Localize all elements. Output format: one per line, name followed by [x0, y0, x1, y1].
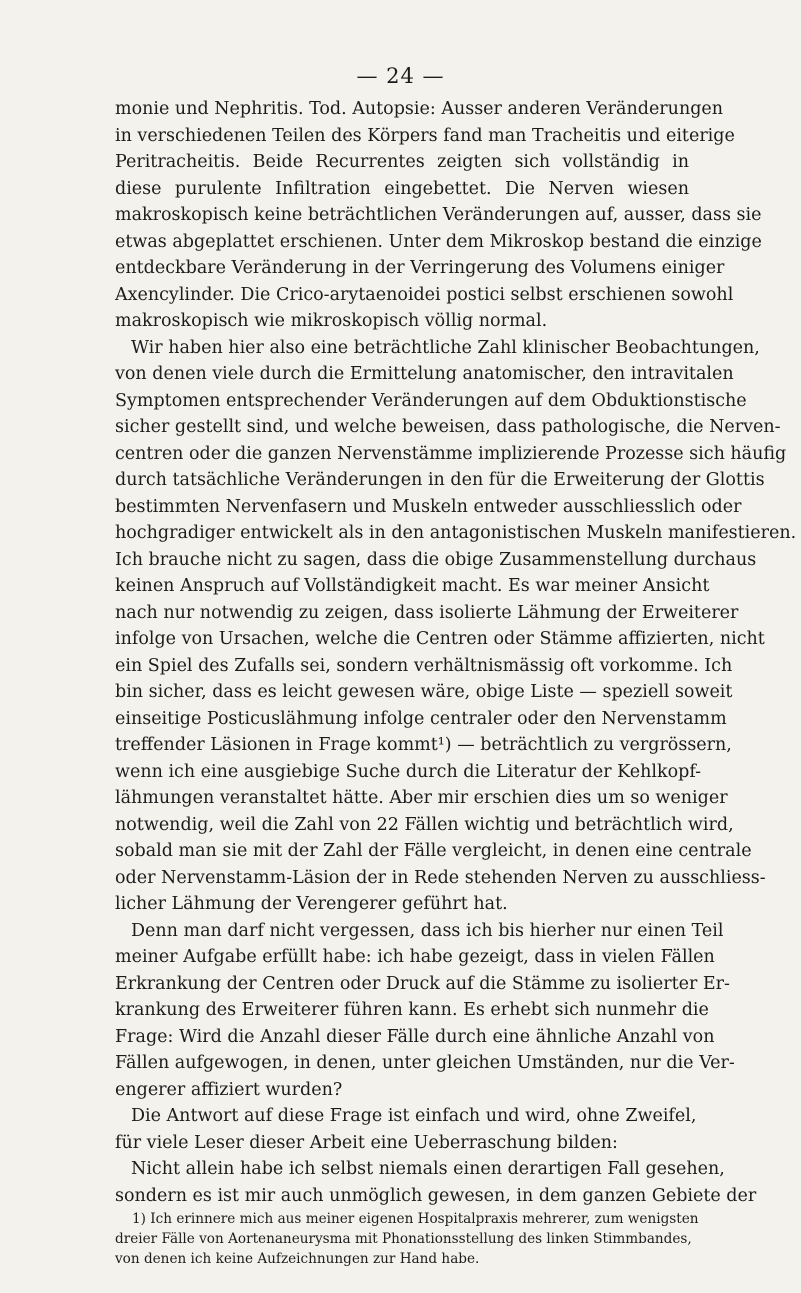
text-line: monie und Nephritis. Tod. Autopsie: Ausser anderen Veränderungen	[115, 99, 724, 119]
text-line: für viele Leser dieser Arbeit eine Ueberraschung bilden:	[115, 1132, 618, 1153]
text-line: keinen Anspruch auf Vollständigkeit macht. Es war meiner Ansicht	[115, 576, 710, 596]
text-line: von denen viele durch die Ermittelung anatomischer, den intravitalen	[115, 364, 734, 384]
text-line: lähmungen veranstaltet hätte. Aber mir erschien dies um so weniger	[115, 788, 728, 808]
text-line: Erkrankung der Centren oder Druck auf die Stämme zu isolierter Er-	[115, 973, 730, 994]
text-line: nach nur notwendig zu zeigen, dass isolierte Lähmung der Erweiterer	[115, 602, 739, 623]
text-line: Ich brauche nicht zu sagen, dass die obige Zusammenstellung durchaus	[115, 549, 757, 570]
text-line: treffender Läsionen in Frage kommt¹) — beträchtlich zu vergrössern,	[115, 735, 732, 755]
text-line: hochgradiger entwickelt als in den antagonistischen Muskeln manifestieren.	[115, 523, 797, 543]
text-line: krankung des Erweiterer führen kann. Es erhebt sich nunmehr die	[115, 1000, 709, 1020]
footnote	[115, 1209, 699, 1269]
text-line: engerer affiziert wurden?	[115, 1079, 343, 1100]
text-line: Axencylinder. Die Crico-arytaenoidei postici selbst erschienen sowohl	[115, 284, 734, 305]
page-header: — 24 —	[356, 64, 445, 88]
footnote-line: dreier Fälle von Aortenaneurysma mit Phonationsstellung des linken Stimmbandes,	[115, 1231, 692, 1247]
text-line: ein Spiel des Zufalls sei, sondern verhältnismässig oft vorkomme. Ich	[115, 655, 733, 676]
text-line: etwas abgeplattet erschienen. Unter dem Mikroskop bestand die einzige	[115, 231, 762, 252]
text-line: infolge von Ursachen, welche die Centren oder Stämme affizierten, nicht	[115, 629, 765, 649]
text-line: licher Lähmung der Verengerer geführt hat.	[115, 894, 508, 914]
footnote-line: von denen ich keine Aufzeichnungen zur Hand habe.	[115, 1251, 480, 1267]
footnote-line: 1) Ich erinnere mich aus meiner eigenen Hospitalpraxis mehrerer, zum wenigsten	[132, 1211, 699, 1227]
text-line: diese purulente Infiltration eingebettet. Die Nerven wiesen	[115, 178, 689, 199]
text-line: Symptomen entsprechender Veränderungen auf dem Obduktionstische	[115, 390, 747, 411]
text-line: makroskopisch wie mikroskopisch völlig normal.	[115, 311, 548, 331]
text-line: Wir haben hier also eine beträchtliche Zahl klinischer Beobachtungen,	[131, 337, 760, 358]
text-line: wenn ich eine ausgiebige Suche durch die Literatur der Kehlkopf-	[115, 761, 702, 782]
text-line: Frage: Wird die Anzahl dieser Fälle durch eine ähnliche Anzahl von	[115, 1026, 715, 1047]
text-line: centren oder die ganzen Nervenstämme implizierende Prozesse sich häufig	[115, 443, 787, 464]
text-line: durch tatsächliche Veränderungen in den für die Erweiterung der Glottis	[115, 470, 765, 490]
text-line: einseitige Posticuslähmung infolge centraler oder den Nervenstamm	[115, 708, 727, 729]
text-line: sondern es ist mir auch unmöglich gewesen, in dem ganzen Gebiete der	[115, 1185, 757, 1206]
text-line: meiner Aufgabe erfüllt habe: ich habe gezeigt, dass in vielen Fällen	[115, 947, 715, 967]
text-line: Peritracheitis. Beide Recurrentes zeigten sich vollständig in	[115, 152, 689, 172]
main-text	[115, 96, 797, 1209]
text-line: entdeckbare Veränderung in der Verringerung des Volumens einiger	[115, 258, 725, 278]
text-line: makroskopisch keine beträchtlichen Veränderungen auf, ausser, dass sie	[115, 205, 762, 225]
text-line: Fällen aufgewogen, in denen, unter gleichen Umständen, nur die Ver-	[115, 1053, 735, 1073]
text-line: Denn man darf nicht vergessen, dass ich bis hierher nur einen Teil	[131, 920, 724, 941]
text-line: Die Antwort auf diese Frage ist einfach und wird, ohne Zweifel,	[131, 1106, 697, 1126]
text-line: bestimmten Nervenfasern und Muskeln entweder ausschliesslich oder	[115, 496, 742, 517]
text-line: notwendig, weil die Zahl von 22 Fällen wichtig und beträchtlich wird,	[115, 814, 734, 835]
text-line: Nicht allein habe ich selbst niemals einen derartigen Fall gesehen,	[131, 1159, 725, 1179]
text-line: bin sicher, dass es leicht gewesen wäre, obige Liste — speziell soweit	[115, 682, 733, 702]
text-line: in verschiedenen Teilen des Körpers fand man Tracheitis und eiterige	[115, 125, 735, 146]
text-line: sobald man sie mit der Zahl der Fälle vergleicht, in denen eine centrale	[115, 841, 752, 861]
text-line: sicher gestellt sind, und welche beweisen, dass pathologische, die Nerven-	[115, 417, 781, 437]
text-line: oder Nervenstamm-Läsion der in Rede stehenden Nerven zu ausschliess-	[115, 867, 766, 888]
